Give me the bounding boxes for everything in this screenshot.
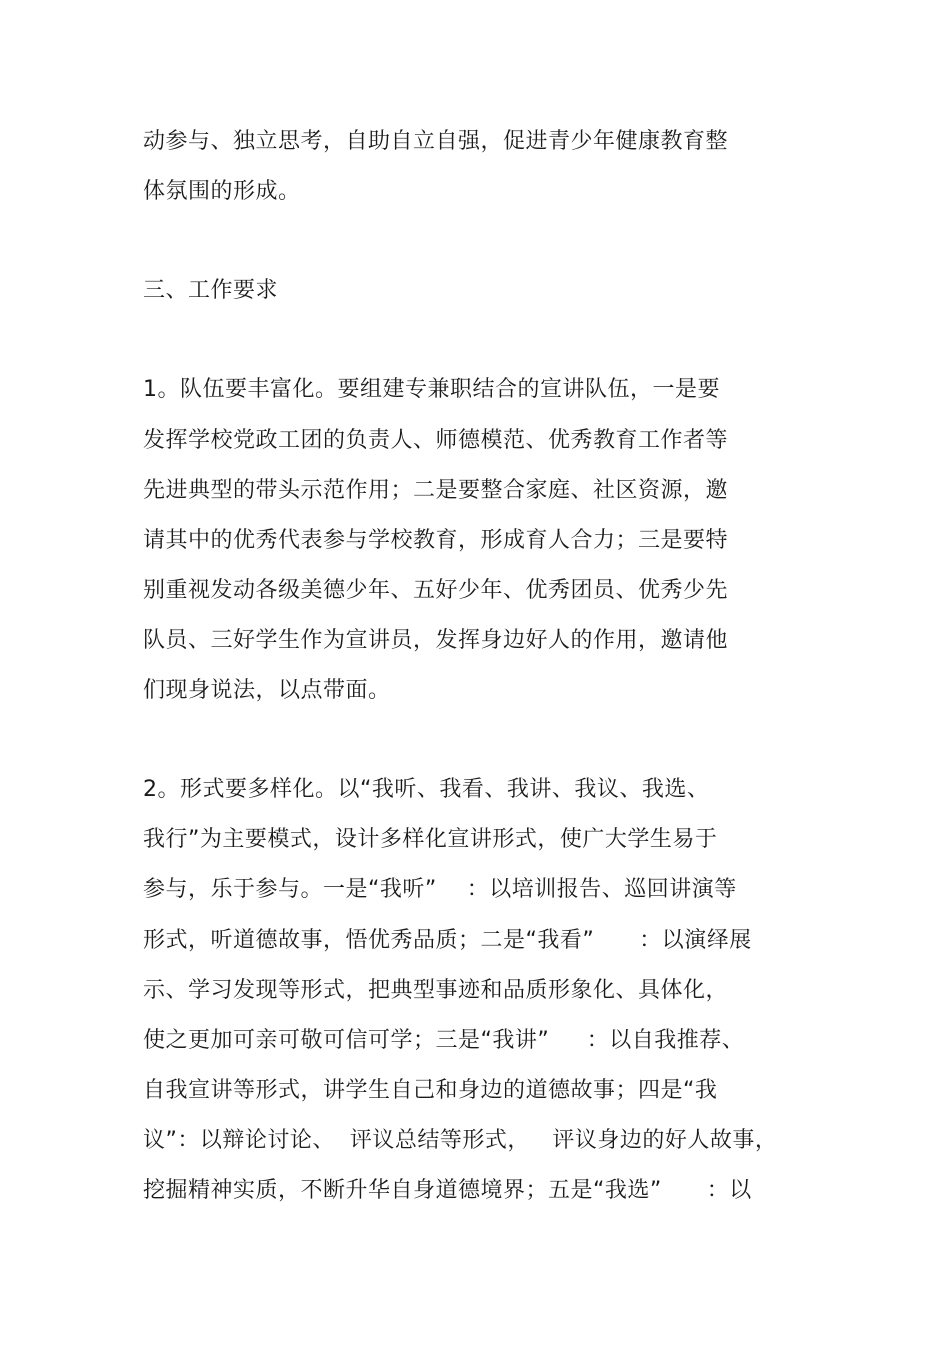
text-line: 们现身说法，以点带面。 — [143, 678, 391, 703]
text-line: 参与，乐于参与。一是“我听” ：以培训报告、巡回讲演等 — [143, 877, 737, 902]
text-line: 别重视发动各级美德少年、五好少年、优秀团员、优秀少先 — [143, 578, 729, 603]
text-line: 示、学习发现等形式，把典型事迹和品质形象化、具体化， — [143, 978, 729, 1003]
text-line: 挖掘精神实质，不断升华自身道德境界；五是“我选” ：以 — [143, 1178, 752, 1203]
text-line: 1。队伍要丰富化。要组建专兼职结合的宣讲队伍，一是要 — [143, 377, 720, 402]
text-line: 使之更加可亲可敬可信可学；三是“我讲” ：以自我推荐、 — [143, 1028, 745, 1053]
text-line: 自我宣讲等形式，讲学生自己和身边的道德故事；四是“我 — [143, 1078, 718, 1103]
text-line: 动参与、独立思考，自助自立自强，促进青少年健康教育整 — [143, 129, 729, 154]
text-line: 先进典型的带头示范作用；二是要整合家庭、社区资源，邀 — [143, 478, 729, 503]
text-line: 形式，听道德故事，悟优秀品质；二是“我看” ：以演绎展 — [143, 928, 752, 953]
text-line: 议”：以辩论讨论、 评议总结等形式， 评议身边的好人故事， — [143, 1128, 778, 1153]
text-line: 请其中的优秀代表参与学校教育，形成育人合力；三是要特 — [143, 528, 729, 553]
text-line: 我行”为主要模式，设计多样化宣讲形式，使广大学生易于 — [143, 827, 718, 852]
text-line: 2。形式要多样化。以“我听、我看、我讲、我议、我选、 — [143, 777, 710, 802]
text-line: 体氛围的形成。 — [143, 179, 301, 204]
section-heading: 三、工作要求 — [143, 278, 279, 303]
text-line: 队员、三好学生作为宣讲员，发挥身边好人的作用，邀请他 — [143, 628, 729, 653]
text-line: 发挥学校党政工团的负责人、师德模范、优秀教育工作者等 — [143, 428, 729, 453]
